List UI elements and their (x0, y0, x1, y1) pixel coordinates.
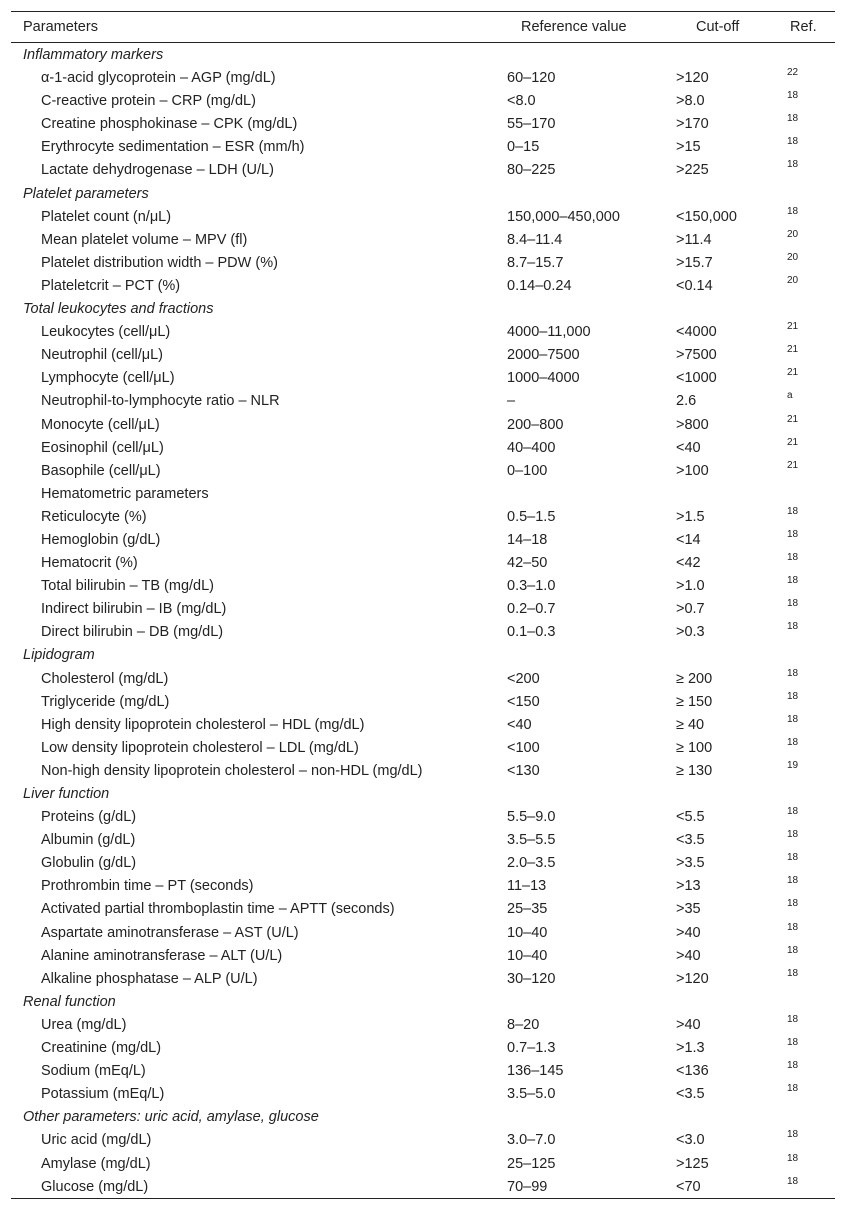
table-row (11, 436, 835, 459)
parameter-name: Neutrophil-to-lymphocyte ratio – NLR (41, 393, 280, 410)
reference-value: 0.14–0.24 (507, 277, 572, 294)
reference-value: <40 (507, 716, 532, 733)
section-title: Total leukocytes and fractions (23, 301, 214, 318)
cut-off-value: 2.6 (676, 393, 697, 410)
cut-off-value: >40 (676, 947, 701, 964)
reference-citation: a (787, 390, 793, 402)
parameter-name: Neutrophil (cell/μL) (41, 347, 163, 364)
section-heading-row (11, 43, 835, 66)
parameter-name: High density lipoprotein cholesterol – HDL (mg/dL) (41, 716, 365, 733)
parameter-name: Indirect bilirubin – IB (mg/dL) (41, 601, 227, 618)
cut-off-value: <150,000 (676, 208, 737, 225)
table-row (11, 597, 835, 620)
cut-off-value: >1.0 (676, 578, 705, 595)
reference-value: <130 (507, 762, 540, 779)
header-cut-off: Cut-off (696, 19, 740, 35)
parameter-name: Platelet distribution width – PDW (%) (41, 254, 278, 271)
parameter-name: Hemoglobin (g/dL) (41, 531, 161, 548)
cut-off-value: <136 (676, 1063, 709, 1080)
reference-value: 2.0–3.5 (507, 855, 556, 872)
parameter-name: Leukocytes (cell/μL) (41, 324, 171, 341)
reference-value: 40–400 (507, 439, 556, 456)
parameter-name: Non-high density lipoprotein cholesterol – non-HDL (mg/dL) (41, 762, 423, 779)
section-heading-row (11, 990, 835, 1013)
table-row (11, 551, 835, 574)
reference-value: 0.3–1.0 (507, 578, 556, 595)
table-row (11, 228, 835, 251)
cut-off-value: >1.5 (676, 508, 705, 525)
table-row (11, 505, 835, 528)
parameter-name: Monocyte (cell/μL) (41, 416, 160, 433)
parameter-name: Globulin (g/dL) (41, 855, 137, 872)
reference-value: 150,000–450,000 (507, 208, 620, 225)
reference-citation: 18 (787, 1129, 799, 1141)
cut-off-value: <3.5 (676, 1086, 705, 1103)
reference-citation: 18 (787, 852, 799, 864)
cut-off-value: ≥ 200 (676, 670, 713, 687)
parameter-name: Creatinine (mg/dL) (41, 1040, 162, 1057)
reference-citation: 18 (787, 552, 799, 564)
reference-value: 8–20 (507, 1016, 540, 1033)
reference-value: 25–35 (507, 901, 548, 918)
table-row (11, 366, 835, 389)
table-row (11, 413, 835, 436)
table-row (11, 251, 835, 274)
cut-off-value: >35 (676, 901, 701, 918)
reference-citation: 21 (787, 459, 799, 471)
reference-citation: 20 (787, 228, 799, 240)
cut-off-value: >13 (676, 878, 701, 895)
cut-off-value: ≥ 130 (676, 762, 713, 779)
table-row (11, 158, 835, 181)
reference-value: 3.5–5.0 (507, 1086, 556, 1103)
parameter-name: Urea (mg/dL) (41, 1016, 127, 1033)
cut-off-value: ≥ 100 (676, 739, 713, 756)
parameter-name: Low density lipoprotein cholesterol – LDL (mg/dL) (41, 739, 359, 756)
reference-citation: 18 (787, 1013, 799, 1025)
reference-citation: 18 (787, 898, 799, 910)
reference-citation: 21 (787, 413, 799, 425)
table-row (11, 736, 835, 759)
cut-off-value: >0.7 (676, 601, 705, 618)
table-row (11, 667, 835, 690)
table-row (11, 1059, 835, 1082)
table-row (11, 89, 835, 112)
reference-citation: 18 (787, 136, 799, 148)
parameter-name: Proteins (g/dL) (41, 809, 137, 826)
table-row (11, 205, 835, 228)
section-title: Renal function (23, 993, 116, 1010)
cut-off-value: >1.3 (676, 1040, 705, 1057)
table-row (11, 620, 835, 643)
reference-citation: 18 (787, 90, 799, 102)
table-row (11, 66, 835, 89)
reference-value: <200 (507, 670, 540, 687)
reference-value: 200–800 (507, 416, 564, 433)
table-row (11, 713, 835, 736)
table-row (11, 759, 835, 782)
cut-off-value: >3.5 (676, 855, 705, 872)
section-title: Lipidogram (23, 647, 95, 664)
header-parameters: Parameters (23, 19, 98, 35)
parameter-name: Eosinophil (cell/μL) (41, 439, 164, 456)
parameter-name: Reticulocyte (%) (41, 508, 147, 525)
cut-off-value: <4000 (676, 324, 717, 341)
reference-value: 4000–11,000 (507, 324, 591, 341)
table-row (11, 805, 835, 828)
reference-table (11, 11, 835, 1199)
cut-off-value: ≥ 40 (676, 716, 705, 733)
section-title: Platelet parameters (23, 185, 149, 202)
parameter-name: Creatine phosphokinase – CPK (mg/dL) (41, 116, 298, 133)
reference-citation: 18 (787, 621, 799, 633)
reference-citation: 21 (787, 344, 799, 356)
parameter-name: Lymphocyte (cell/μL) (41, 370, 175, 387)
table-row (11, 874, 835, 897)
cut-off-value: >100 (676, 462, 709, 479)
table-row (11, 1013, 835, 1036)
parameter-name: Lactate dehydrogenase – LDH (U/L) (41, 162, 274, 179)
cut-off-value: >170 (676, 116, 709, 133)
reference-value: 14–18 (507, 531, 548, 548)
cut-off-value: <0.14 (676, 277, 713, 294)
parameter-name: Sodium (mEq/L) (41, 1063, 146, 1080)
cut-off-value: <40 (676, 439, 701, 456)
reference-value: 0–15 (507, 139, 540, 156)
reference-value: 0–100 (507, 462, 548, 479)
table-row (11, 1128, 835, 1151)
reference-citation: 18 (787, 1037, 799, 1049)
parameter-name: Alkaline phosphatase – ALP (U/L) (41, 970, 258, 987)
reference-value: 0.5–1.5 (507, 508, 556, 525)
reference-value: 0.7–1.3 (507, 1040, 556, 1057)
table-row (11, 528, 835, 551)
reference-value: 1000–4000 (507, 370, 580, 387)
parameter-name: Prothrombin time – PT (seconds) (41, 878, 254, 895)
cut-off-value: <70 (676, 1178, 701, 1195)
table-row (11, 1036, 835, 1059)
cut-off-value: >11.4 (676, 231, 712, 248)
reference-value: 25–125 (507, 1155, 556, 1172)
cut-off-value: <3.0 (676, 1132, 705, 1149)
reference-citation: 18 (787, 1175, 799, 1187)
table-row (11, 1175, 835, 1198)
parameter-name: Amylase (mg/dL) (41, 1155, 151, 1172)
cut-off-value: <14 (676, 531, 701, 548)
parameter-name: Hematocrit (%) (41, 555, 138, 572)
reference-value: <8.0 (507, 93, 536, 110)
table-row (11, 459, 835, 482)
table-row (11, 482, 835, 505)
reference-value: 0.2–0.7 (507, 601, 556, 618)
parameter-name: α-1-acid glycoprotein – AGP (mg/dL) (41, 70, 276, 87)
table-row (11, 967, 835, 990)
cut-off-value: >40 (676, 924, 701, 941)
reference-citation: 18 (787, 690, 799, 702)
parameter-name: Platelet count (n/μL) (41, 208, 172, 225)
cut-off-value: <5.5 (676, 809, 705, 826)
parameter-name: Total bilirubin – TB (mg/dL) (41, 578, 215, 595)
reference-value: 60–120 (507, 70, 556, 87)
reference-citation: 18 (787, 875, 799, 887)
reference-value: 2000–7500 (507, 347, 580, 364)
reference-value: 55–170 (507, 116, 556, 133)
section-heading-row (11, 297, 835, 320)
cut-off-value: >7500 (676, 347, 717, 364)
reference-value: <100 (507, 739, 540, 756)
reference-citation: 18 (787, 113, 799, 125)
cut-off-value: ≥ 150 (676, 693, 713, 710)
table-row (11, 274, 835, 297)
header-reference-value: Reference value (521, 19, 627, 35)
reference-citation: 18 (787, 921, 799, 933)
reference-citation: 20 (787, 251, 799, 263)
section-title: Other parameters: uric acid, amylase, glucose (23, 1109, 319, 1126)
table-row (11, 690, 835, 713)
reference-value: 10–40 (507, 924, 548, 941)
parameter-name: Plateletcrit – PCT (%) (41, 277, 181, 294)
reference-citation: 21 (787, 436, 799, 448)
reference-citation: 18 (787, 598, 799, 610)
reference-citation: 18 (787, 806, 799, 818)
cut-off-value: <42 (676, 555, 701, 572)
cut-off-value: >0.3 (676, 624, 705, 641)
section-heading-row (11, 643, 835, 666)
reference-citation: 18 (787, 528, 799, 540)
parameter-name: Alanine aminotransferase – ALT (U/L) (41, 947, 283, 964)
section-title: Liver function (23, 786, 110, 802)
table-row (11, 1152, 835, 1175)
reference-value: 11–13 (507, 878, 547, 895)
parameter-name: Erythrocyte sedimentation – ESR (mm/h) (41, 139, 305, 156)
reference-citation: 18 (787, 713, 799, 725)
reference-value: 0.1–0.3 (507, 624, 556, 641)
parameter-name: Mean platelet volume – MPV (fl) (41, 231, 248, 248)
reference-citation: 18 (787, 1060, 799, 1072)
table-header (11, 12, 835, 43)
table-body (11, 43, 835, 1198)
reference-value: 30–120 (507, 970, 556, 987)
reference-citation: 18 (787, 736, 799, 748)
cut-off-value: <3.5 (676, 832, 705, 849)
reference-value: 70–99 (507, 1178, 548, 1195)
cut-off-value: >40 (676, 1016, 701, 1033)
reference-citation: 18 (787, 944, 799, 956)
table-row (11, 135, 835, 158)
cut-off-value: >120 (676, 70, 709, 87)
table-bottom-rule (11, 1198, 835, 1199)
cut-off-value: >800 (676, 416, 709, 433)
section-title: Inflammatory markers (23, 47, 164, 63)
reference-citation: 18 (787, 667, 799, 679)
table-row (11, 897, 835, 920)
reference-value: 3.5–5.5 (507, 832, 556, 849)
reference-value: 136–145 (507, 1063, 564, 1080)
reference-citation: 18 (787, 505, 799, 517)
reference-citation: 18 (787, 1152, 799, 1164)
cut-off-value: >15 (676, 139, 701, 156)
parameter-name: Glucose (mg/dL) (41, 1178, 149, 1195)
cut-off-value: >8.0 (676, 93, 705, 110)
reference-value: <150 (507, 693, 540, 710)
section-heading-row (11, 182, 835, 205)
parameter-name: Direct bilirubin – DB (mg/dL) (41, 624, 224, 641)
cut-off-value: >125 (676, 1155, 709, 1172)
parameter-name: Potassium (mEq/L) (41, 1086, 165, 1103)
reference-value: 42–50 (507, 555, 548, 572)
reference-value: 80–225 (507, 162, 556, 179)
table-row (11, 1082, 835, 1105)
parameter-name: Basophile (cell/μL) (41, 462, 161, 479)
section-heading-row (11, 1105, 835, 1128)
parameter-name: Hematometric parameters (41, 485, 209, 502)
parameter-name: Uric acid (mg/dL) (41, 1132, 152, 1149)
parameter-name: Aspartate aminotransferase – AST (U/L) (41, 924, 299, 941)
reference-value: 8.7–15.7 (507, 254, 564, 271)
parameter-name: Triglyceride (mg/dL) (41, 693, 170, 710)
table-row (11, 389, 835, 412)
reference-citation: 21 (787, 321, 799, 333)
table-row (11, 851, 835, 874)
reference-citation: 19 (787, 759, 799, 771)
reference-citation: 18 (787, 967, 799, 979)
header-ref: Ref. (790, 19, 817, 35)
cut-off-value: >225 (676, 162, 709, 179)
cut-off-value: <1000 (676, 370, 717, 387)
reference-value: 3.0–7.0 (507, 1132, 556, 1149)
parameter-name: C-reactive protein – CRP (mg/dL) (41, 93, 256, 110)
reference-citation: 18 (787, 1083, 799, 1095)
reference-value: 5.5–9.0 (507, 809, 556, 826)
parameter-name: Cholesterol (mg/dL) (41, 670, 169, 687)
reference-value: – (507, 393, 516, 410)
table-row (11, 112, 835, 135)
reference-citation: 18 (787, 575, 799, 587)
reference-citation: 21 (787, 367, 799, 379)
cut-off-value: >120 (676, 970, 709, 987)
reference-citation: 20 (787, 274, 799, 286)
table-row (11, 944, 835, 967)
reference-citation: 18 (787, 205, 799, 217)
reference-value: 10–40 (507, 947, 548, 964)
table-row (11, 320, 835, 343)
reference-citation: 18 (787, 159, 799, 171)
reference-value: 8.4–11.4 (507, 231, 563, 248)
table-row (11, 921, 835, 944)
table-row (11, 343, 835, 366)
cut-off-value: >15.7 (676, 254, 713, 271)
section-heading-row (11, 782, 835, 805)
table-row (11, 574, 835, 597)
table-row (11, 828, 835, 851)
reference-citation: 18 (787, 829, 799, 841)
parameter-name: Activated partial thromboplastin time – APTT (seconds) (41, 901, 395, 918)
reference-citation: 22 (787, 67, 799, 79)
parameter-name: Albumin (g/dL) (41, 832, 136, 849)
